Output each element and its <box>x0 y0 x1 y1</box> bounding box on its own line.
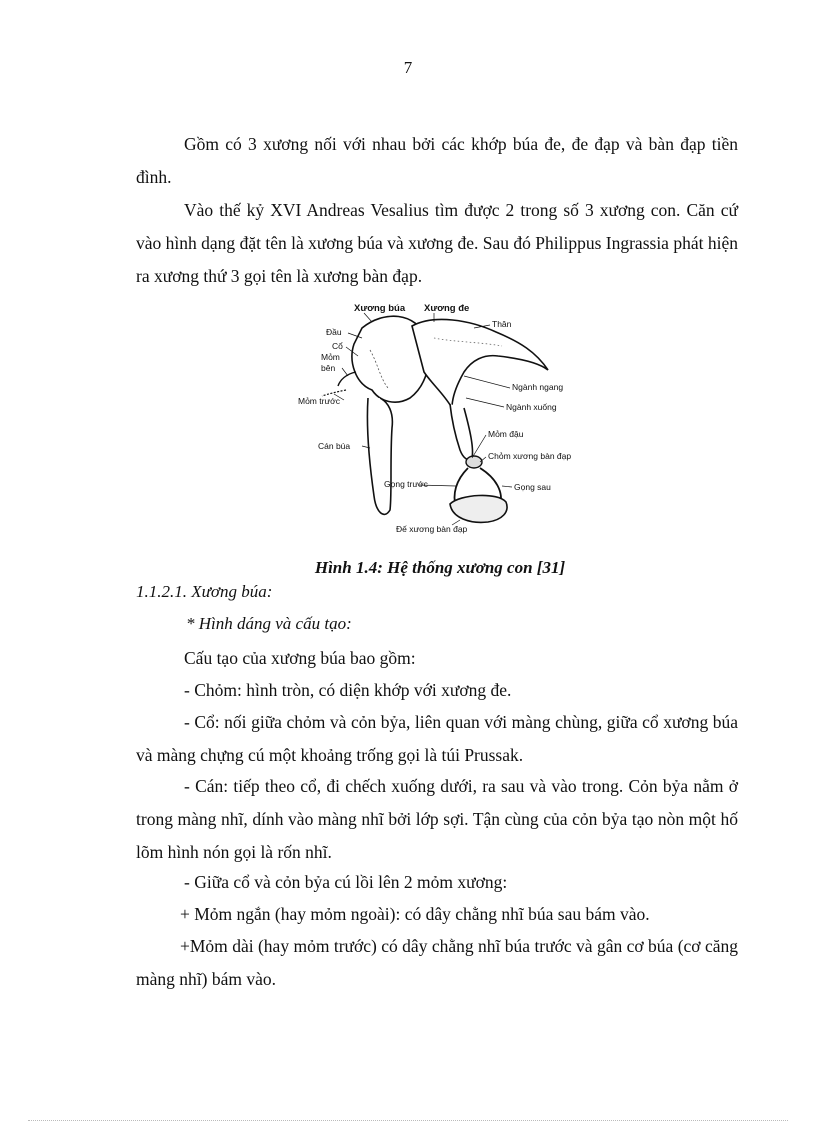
label-xuong-de: Xương đe <box>424 303 470 314</box>
label-mom-ben-1: Mỏm <box>321 352 340 362</box>
giua-line: - Giữa cổ và cỏn bỷa cú lồi lên 2 mỏm xương: <box>184 872 508 892</box>
figure-caption: Hình 1.4: Hệ thống xương con [31] <box>314 558 566 577</box>
label-can-bua: Cán búa <box>318 441 351 451</box>
label-nganh-ngang: Ngành ngang <box>512 382 564 392</box>
label-mom-truoc: Mỏm trước <box>298 396 340 406</box>
co-paragraph: - Cổ: nối giữa chỏm và cỏn bỷa, liên quan với màng chùng, giữa cổ xương búa và màng chựng cú một khoảng trống gọi là túi Prussak. <box>136 712 738 765</box>
section-subheading: * Hình dáng và cấu tạo: <box>186 614 352 633</box>
intro-paragraph-2: Vào thế kỷ XVI Andreas Vesalius tìm được 2 trong số 3 xương con. Căn cứ vào hình dạng đặt tên là xương búa và xương đe. Sau đó Philippus Ingrassia phát hiện ra xương thứ 3 gọi tên là xương bàn đạp. <box>136 200 738 286</box>
label-mom-ben-2: bên <box>321 363 336 373</box>
structure-intro-line: Cấu tạo của xương búa bao gồm: <box>184 648 416 668</box>
label-xuong-bua: Xương búa <box>354 303 406 314</box>
ossicles-illustration <box>284 298 596 542</box>
label-gong-truoc: Gọng trước <box>384 479 428 489</box>
ossicles-figure <box>284 298 596 542</box>
label-co: Cổ <box>332 341 343 351</box>
label-dau: Đầu <box>326 327 342 337</box>
chom-line: - Chỏm: hình tròn, có diện khớp với xương đe. <box>184 680 512 700</box>
section-heading: 1.1.2.1. Xương búa: <box>136 582 273 601</box>
label-nganh-xuong: Ngành xuống <box>506 402 557 412</box>
page-number: 7 <box>403 58 413 77</box>
mom-ngan-line: + Mỏm ngắn (hay mỏm ngoài): có dây chằng nhĩ búa sau bám vào. <box>180 904 650 924</box>
label-gong-sau: Gọng sau <box>514 482 551 492</box>
mom-dai-paragraph: +Mỏm dài (hay mỏm trước) có dây chằng nhĩ búa trước và gân cơ búa (cơ căng màng nhĩ) bám vào. <box>136 936 738 989</box>
can-paragraph: - Cán: tiếp theo cổ, đi chếch xuống dưới, ra sau và vào trong. Cỏn bỷa nằm ở trong màng nhĩ, dính vào màng nhĩ bởi lớp sợi. Tận cùng của cỏn bỷa tạo nòn một hố lõm hình nón gọi là rốn nhĩ. <box>136 776 738 862</box>
label-de-xuong-ban-dap: Đế xương bàn đạp <box>396 524 468 534</box>
label-mom-dau: Mỏm đậu <box>488 429 524 439</box>
footer-rule <box>28 1120 788 1121</box>
label-than: Thân <box>492 319 512 329</box>
label-chom-xuong-ban-dap: Chỏm xương bàn đạp <box>488 451 572 461</box>
intro-paragraph-1: Gồm có 3 xương nối với nhau bởi các khớp búa đe, đe đạp và bàn đạp tiền đình. <box>136 134 738 187</box>
